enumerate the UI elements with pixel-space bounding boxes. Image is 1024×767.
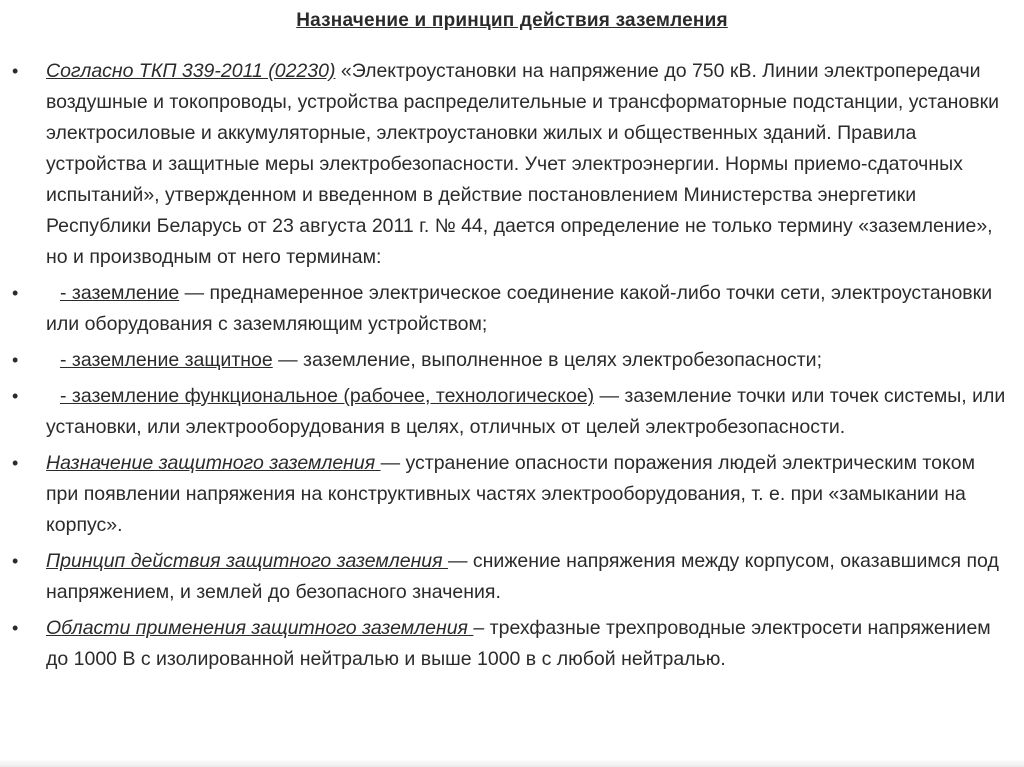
item-term: - заземление xyxy=(60,282,180,304)
item-text xyxy=(46,550,999,603)
bullet-icon: • xyxy=(12,386,19,406)
item-lead: Области применения защитного заземления xyxy=(46,617,474,639)
item-text xyxy=(46,385,1005,438)
item-text xyxy=(46,617,991,670)
bullet-icon: • xyxy=(12,61,19,81)
item-lead: Назначение защитного заземления xyxy=(46,452,381,474)
item-text xyxy=(46,60,999,268)
item-term: - заземление функциональное (рабочее, технологическое) xyxy=(60,385,595,407)
item-body: — преднамеренное электрическое соединение какой-либо точки сети, электроустановки или оборудования с заземляющим устройством; xyxy=(46,282,993,335)
bottom-shadow xyxy=(0,759,1024,767)
bullet-icon: • xyxy=(12,283,19,303)
bullet-icon: • xyxy=(12,453,19,473)
item-text xyxy=(46,349,822,371)
bullet-list xyxy=(0,56,1024,680)
item-body: — снижение напряжения между корпусом, оказавшимся под напряжением, и землей до безопасного значения. xyxy=(46,550,999,603)
item-body: — заземление, выполненное в целях электробезопасности; xyxy=(272,349,822,371)
list-item xyxy=(0,56,1024,273)
bullet-icon: • xyxy=(12,618,19,638)
item-text xyxy=(46,282,992,335)
item-body: — устранение опасности поражения людей электрическим током при появлении напряжения на конструктивных частях электрооборудования, т. е. при «замыкании на корпус». xyxy=(46,452,975,536)
list-item xyxy=(0,278,1024,340)
bullet-icon: • xyxy=(12,350,19,370)
item-term: - заземление защитное xyxy=(60,349,273,371)
list-item xyxy=(0,345,1024,376)
item-body: — заземление точки или точек системы, или установки, или электрооборудования в целях, отличных от целей электробезопасности. xyxy=(46,385,1006,438)
list-item xyxy=(0,448,1024,541)
bullet-icon: • xyxy=(12,551,19,571)
list-item xyxy=(0,613,1024,675)
item-lead: Принцип действия защитного заземления xyxy=(46,550,448,572)
item-text xyxy=(46,452,975,536)
item-body: – трехфазные трехпроводные электросети напряжением до 1000 В с изолированной нейтралью и выше 1000 в с любой нейтралью. xyxy=(46,617,991,670)
slide-title: Назначение и принцип действия заземления xyxy=(296,10,728,31)
item-body: «Электроустановки на напряжение до 750 кВ. Линии электропередачи воздушные и токопроводы, устройства распределительные и трансформаторные подстанции, установки электросиловые и аккумуляторные, электроустановки жилых и общественных зданий. Правила устройства и защитные меры электробезопасности. Учет электроэнергии. Нормы приемо-сдаточных испытаний», утвержденном и введенном в действие постановлением Министерства энергетики Республики Беларусь от 23 августа 2011 г. № 44, дается определение не только термину «заземление», но и производным от него терминам: xyxy=(46,60,999,268)
list-item xyxy=(0,381,1024,443)
list-item xyxy=(0,546,1024,608)
item-lead: Согласно ТКП 339-2011 (02230) xyxy=(46,60,336,82)
